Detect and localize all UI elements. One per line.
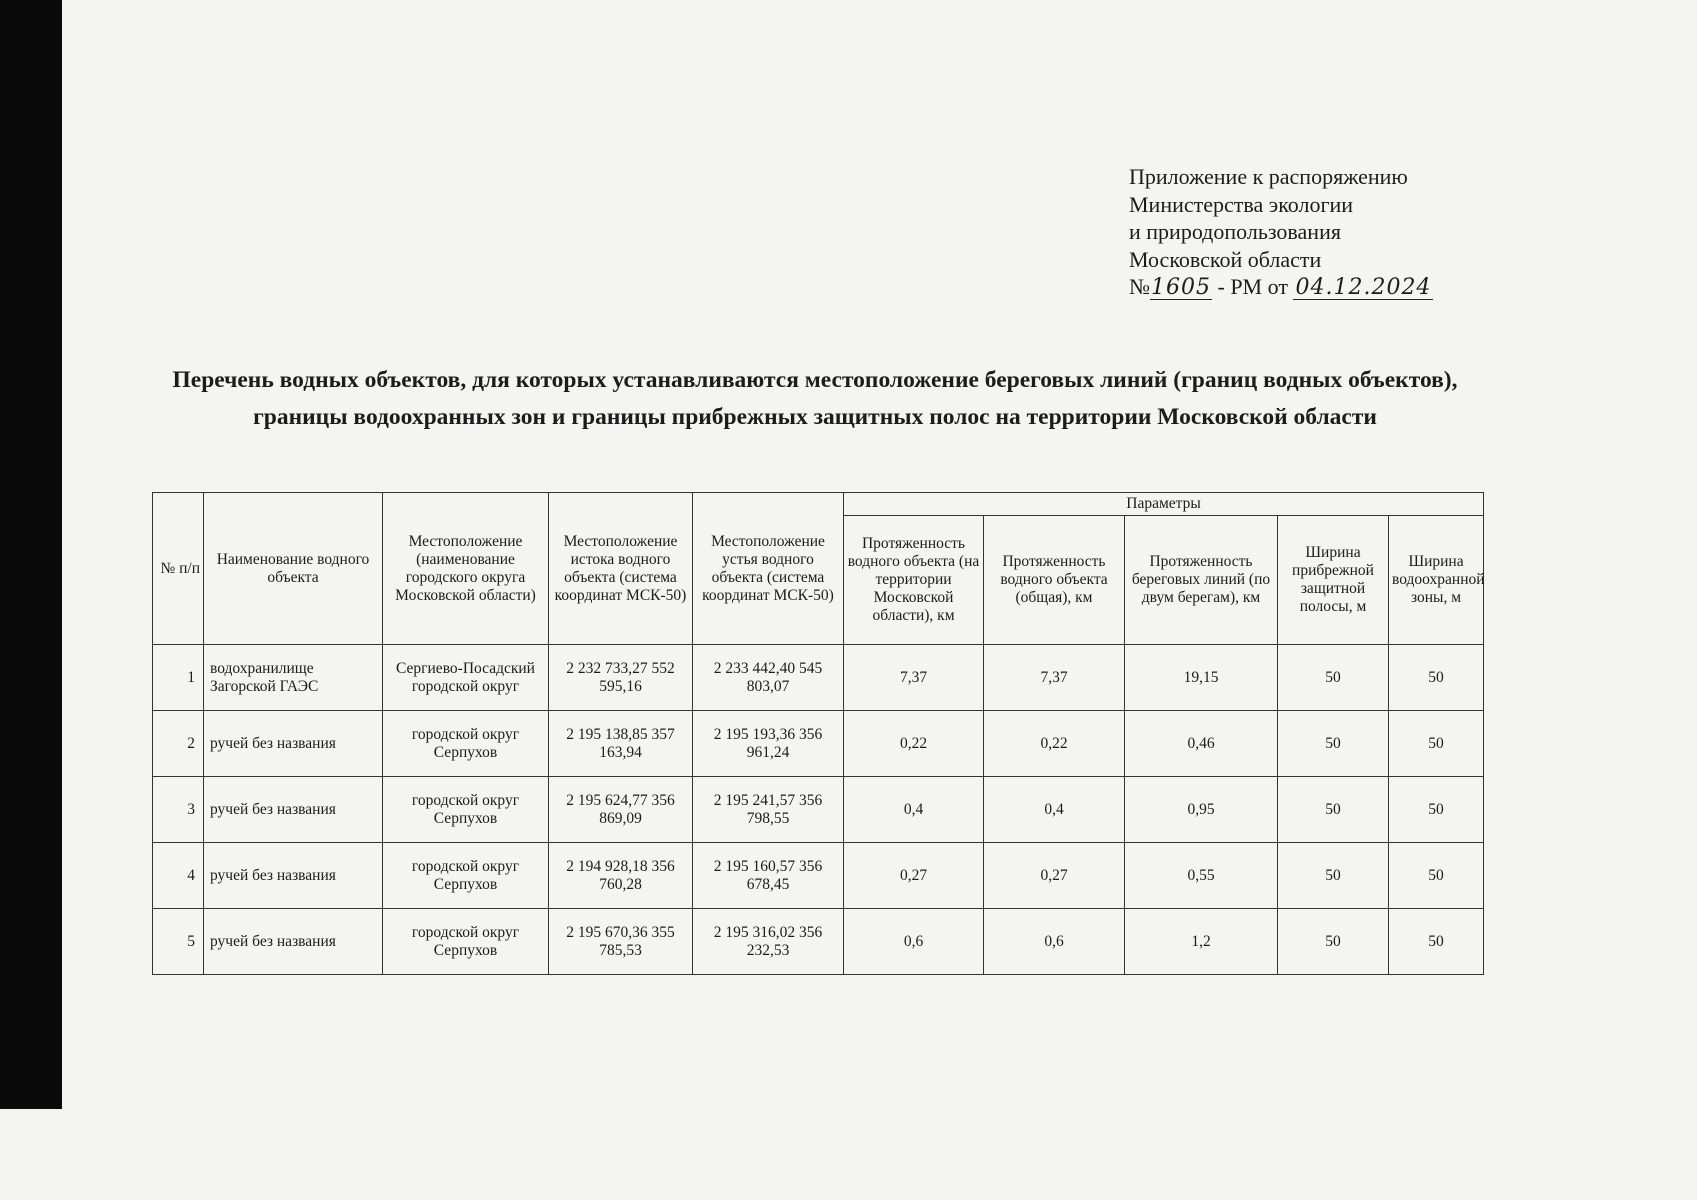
cell-length-total: 7,37 bbox=[984, 645, 1125, 711]
cell-shore-length: 0,46 bbox=[1125, 711, 1278, 777]
cell-source: 2 194 928,18 356 760,28 bbox=[549, 843, 693, 909]
cell-protect-width: 50 bbox=[1389, 777, 1484, 843]
cell-coastal-width: 50 bbox=[1278, 909, 1389, 975]
cell-length-mo: 7,37 bbox=[844, 645, 984, 711]
appendix-number-line bbox=[1129, 273, 1433, 301]
cell-source: 2 195 138,85 357 163,94 bbox=[549, 711, 693, 777]
cell-coastal-width: 50 bbox=[1278, 777, 1389, 843]
cell-name: ручей без названия bbox=[204, 843, 383, 909]
cell-protect-width: 50 bbox=[1389, 645, 1484, 711]
cell-length-total: 0,4 bbox=[984, 777, 1125, 843]
table-row bbox=[153, 909, 1484, 975]
number-suffix: - РМ от bbox=[1217, 274, 1288, 299]
cell-num: 2 bbox=[153, 711, 204, 777]
header-mouth: Местоположение устья водного объекта (система координат МСК-50) bbox=[693, 493, 844, 645]
cell-length-total: 0,22 bbox=[984, 711, 1125, 777]
cell-location: городской округ Серпухов bbox=[383, 777, 549, 843]
cell-length-mo: 0,4 bbox=[844, 777, 984, 843]
cell-mouth: 2 233 442,40 545 803,07 bbox=[693, 645, 844, 711]
cell-shore-length: 1,2 bbox=[1125, 909, 1278, 975]
handwritten-number: 1605 bbox=[1151, 275, 1211, 300]
cell-coastal-width: 50 bbox=[1278, 711, 1389, 777]
header-coastal-width: Ширина прибрежной защитной полосы, м bbox=[1278, 516, 1389, 645]
cell-length-mo: 0,22 bbox=[844, 711, 984, 777]
cell-mouth: 2 195 241,57 356 798,55 bbox=[693, 777, 844, 843]
handwritten-date: 04.12.2024 bbox=[1293, 277, 1433, 300]
cell-location: Сергиево-Посадский городской округ bbox=[383, 645, 549, 711]
cell-location: городской округ Серпухов bbox=[383, 909, 549, 975]
table-row bbox=[153, 777, 1484, 843]
header-source: Местоположение истока водного объекта (система координат МСК-50) bbox=[549, 493, 693, 645]
cell-num: 5 bbox=[153, 909, 204, 975]
cell-length-mo: 0,6 bbox=[844, 909, 984, 975]
appendix-line: Приложение к распоряжению bbox=[1129, 164, 1408, 189]
cell-length-total: 0,27 bbox=[984, 843, 1125, 909]
cell-name: ручей без названия bbox=[204, 909, 383, 975]
cell-location: городской округ Серпухов bbox=[383, 843, 549, 909]
table-row bbox=[153, 843, 1484, 909]
header-location: Местоположение (наименование городского округа Московской области) bbox=[383, 493, 549, 645]
appendix-line: Московской области bbox=[1129, 246, 1322, 272]
cell-mouth: 2 195 160,57 356 678,45 bbox=[693, 843, 844, 909]
cell-source: 2 232 733,27 552 595,16 bbox=[549, 645, 693, 711]
header-shore-length: Протяженность береговых линий (по двум берегам), км bbox=[1125, 516, 1278, 645]
cell-num: 1 bbox=[153, 645, 204, 711]
header-params: Параметры bbox=[844, 493, 1484, 516]
cell-source: 2 195 670,36 355 785,53 bbox=[549, 909, 693, 975]
header-protect-width: Ширина водоохранной зоны, м bbox=[1389, 516, 1484, 645]
water-objects-table bbox=[152, 492, 1484, 975]
header-length-mo: Протяженность водного объекта (на территории Московской области), км bbox=[844, 516, 984, 645]
cell-shore-length: 0,55 bbox=[1125, 843, 1278, 909]
cell-coastal-width: 50 bbox=[1278, 645, 1389, 711]
cell-shore-length: 0,95 bbox=[1125, 777, 1278, 843]
number-prefix: № bbox=[1129, 274, 1150, 299]
cell-mouth: 2 195 193,36 356 961,24 bbox=[693, 711, 844, 777]
cell-num: 3 bbox=[153, 777, 204, 843]
scan-border bbox=[0, 0, 62, 1109]
cell-length-mo: 0,27 bbox=[844, 843, 984, 909]
header-length-total: Протяженность водного объекта (общая), км bbox=[984, 516, 1125, 645]
appendix-block bbox=[1129, 163, 1433, 301]
cell-source: 2 195 624,77 356 869,09 bbox=[549, 777, 693, 843]
cell-num: 4 bbox=[153, 843, 204, 909]
document-title: Перечень водных объектов, для которых устанавливаются местоположение береговых линий (границ водных объектов), границы водоохранных зон и границы прибрежных защитных полос на территории Московской области bbox=[172, 367, 1458, 430]
cell-protect-width: 50 bbox=[1389, 843, 1484, 909]
table-row bbox=[153, 645, 1484, 711]
cell-location: городской округ Серпухов bbox=[383, 711, 549, 777]
cell-protect-width: 50 bbox=[1389, 909, 1484, 975]
cell-name: водохранилище Загорской ГАЭС bbox=[204, 645, 383, 711]
appendix-line: и природопользования bbox=[1129, 219, 1341, 244]
cell-mouth: 2 195 316,02 356 232,53 bbox=[693, 909, 844, 975]
header-num: № п/п bbox=[153, 493, 204, 645]
cell-length-total: 0,6 bbox=[984, 909, 1125, 975]
cell-name: ручей без названия bbox=[204, 711, 383, 777]
cell-name: ручей без названия bbox=[204, 777, 383, 843]
cell-shore-length: 19,15 bbox=[1125, 645, 1278, 711]
table-row bbox=[153, 711, 1484, 777]
cell-coastal-width: 50 bbox=[1278, 843, 1389, 909]
cell-protect-width: 50 bbox=[1389, 711, 1484, 777]
header-name: Наименование водного объекта bbox=[204, 493, 383, 645]
appendix-line: Министерства экологии bbox=[1129, 191, 1354, 217]
